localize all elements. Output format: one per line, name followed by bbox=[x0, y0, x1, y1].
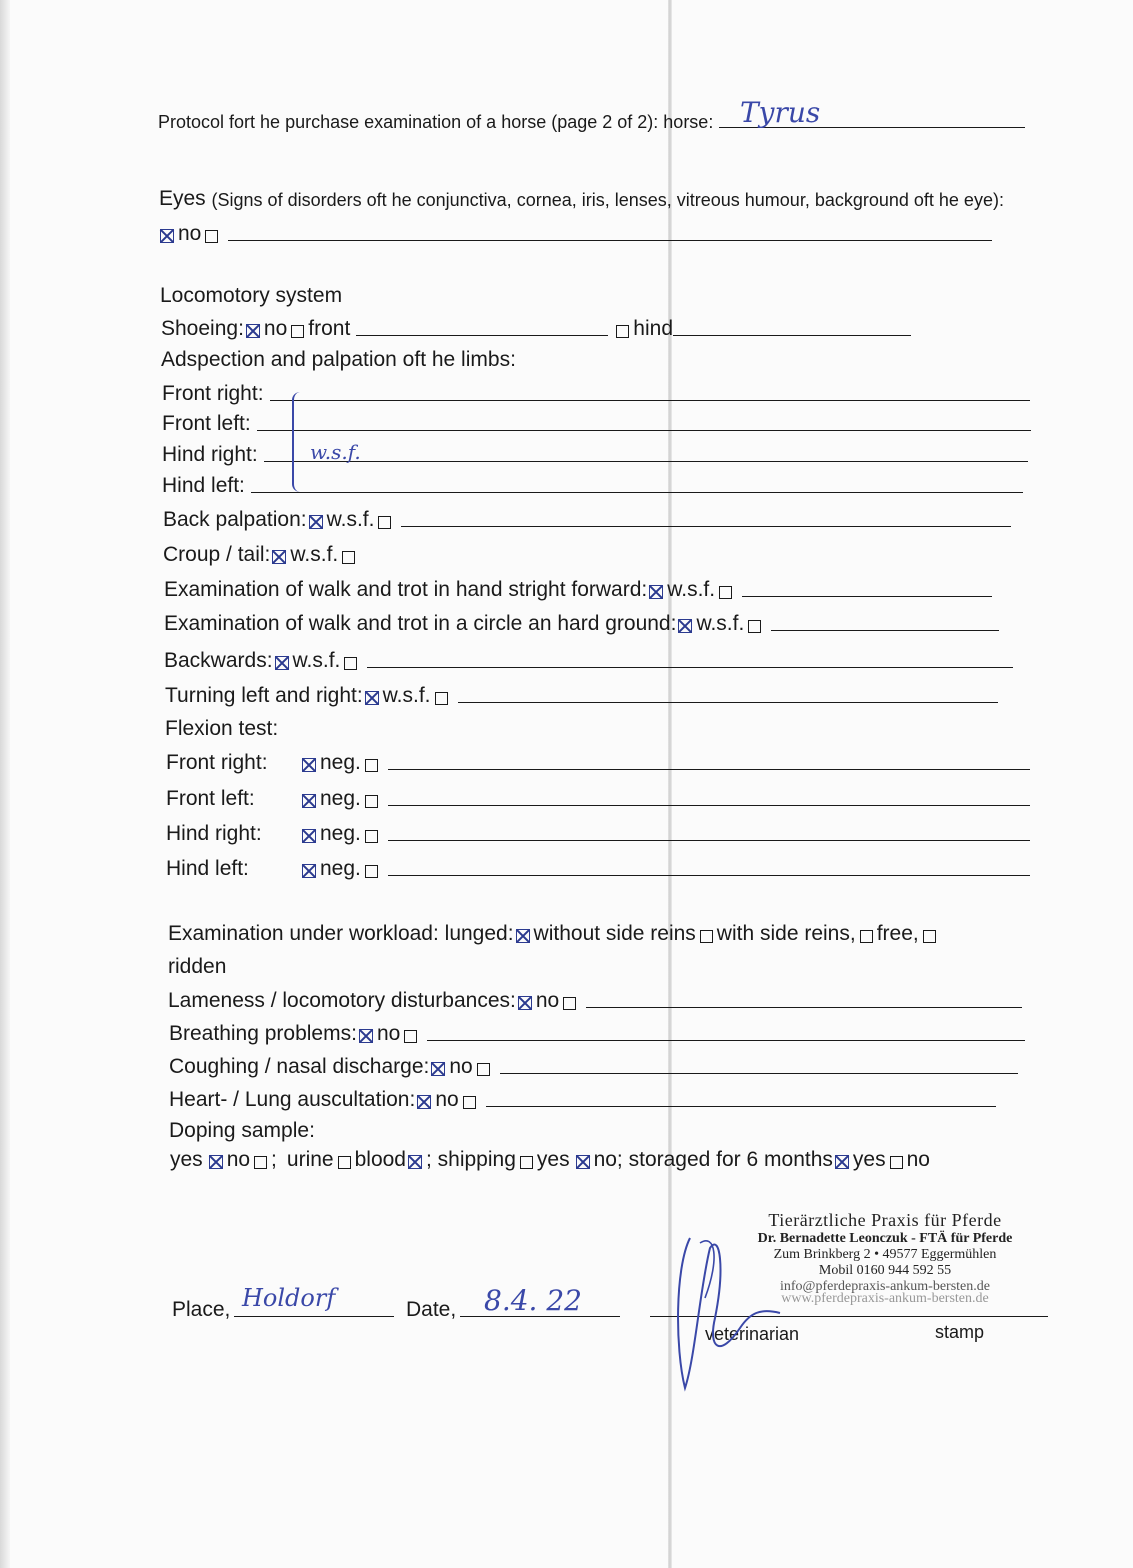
eyes-no-label: no bbox=[178, 222, 202, 245]
shoeing-hind-line bbox=[673, 334, 911, 336]
heart-no-checkbox[interactable] bbox=[463, 1096, 476, 1109]
backwards-label: Backwards: bbox=[164, 649, 273, 672]
stamp-label-row bbox=[935, 1322, 984, 1343]
turning-wsf-label: w.s.f. bbox=[382, 684, 431, 707]
shoeing-label: Shoeing: bbox=[161, 317, 244, 340]
back-checked-box[interactable] bbox=[309, 515, 323, 529]
breathing-row bbox=[169, 1022, 1025, 1046]
heart-label: Heart- / Lung auscultation: bbox=[169, 1088, 416, 1111]
coughing-no-label: no bbox=[449, 1055, 473, 1078]
limb-hind-left-label: Hind left: bbox=[162, 474, 245, 497]
flexion-row-front-left bbox=[166, 787, 1030, 811]
flexion-front-right-alt-checkbox[interactable] bbox=[365, 759, 378, 772]
doping-yes-checked-box[interactable] bbox=[209, 1155, 223, 1169]
flexion-title-row bbox=[165, 717, 278, 741]
flexion-hind-right-checked-box[interactable] bbox=[302, 829, 316, 843]
flexion-front-left-checked-box[interactable] bbox=[302, 794, 316, 808]
place-label: Place, bbox=[172, 1298, 231, 1321]
walk-straight-checked-box[interactable] bbox=[649, 585, 663, 599]
flexion-hind-left-alt-checkbox[interactable] bbox=[365, 865, 378, 878]
shoeing-hind-checkbox[interactable] bbox=[616, 325, 629, 338]
coughing-checked-box[interactable] bbox=[431, 1062, 445, 1076]
flexion-front-left-alt-checkbox[interactable] bbox=[365, 795, 378, 808]
croup-wsf-label: w.s.f. bbox=[290, 543, 339, 566]
walk-circle-line bbox=[771, 629, 999, 631]
workload-with-checkbox[interactable] bbox=[860, 930, 873, 943]
workload-free-label: free, bbox=[876, 922, 919, 945]
flexion-row-hind-left bbox=[166, 857, 1030, 881]
shoeing-no-checkbox[interactable] bbox=[291, 325, 304, 338]
croup-label: Croup / tail: bbox=[163, 543, 271, 566]
place-value: Holdorf bbox=[242, 1284, 336, 1312]
breathing-label: Breathing problems: bbox=[169, 1022, 357, 1045]
date-label: Date, bbox=[406, 1298, 457, 1321]
flexion-hind-left-checked-box[interactable] bbox=[302, 864, 316, 878]
adspection-row bbox=[161, 348, 516, 372]
doping-blood-checked-box[interactable] bbox=[408, 1155, 422, 1169]
workload-without-checkbox[interactable] bbox=[700, 930, 713, 943]
breathing-line bbox=[427, 1039, 1025, 1041]
backwards-wsf-label: w.s.f. bbox=[292, 649, 341, 672]
walk-circle-checked-box[interactable] bbox=[678, 619, 692, 633]
lameness-row bbox=[168, 989, 1022, 1013]
place-line bbox=[234, 1315, 394, 1317]
back-row bbox=[163, 508, 1011, 532]
locomotory-title-row bbox=[160, 284, 342, 308]
protocol-label: Protocol fort he purchase examination of a horse (page 2 of 2): horse: bbox=[158, 112, 714, 132]
doping-shipping-yes-checkbox[interactable] bbox=[520, 1156, 533, 1169]
workload-with-label: with side reins, bbox=[716, 922, 856, 945]
doping-yes-label: yes bbox=[170, 1148, 203, 1171]
turning-row bbox=[165, 684, 998, 708]
flexion-hind-right-label: Hind right: bbox=[166, 822, 262, 845]
flexion-front-left-label: Front left: bbox=[166, 787, 255, 810]
doping-blood-label: blood bbox=[354, 1148, 406, 1171]
eyes-checked-box[interactable] bbox=[160, 229, 174, 243]
lameness-no-label: no bbox=[535, 989, 560, 1012]
lameness-line bbox=[586, 1006, 1022, 1008]
croup-alt-checkbox[interactable] bbox=[342, 551, 355, 564]
flexion-row-front-right bbox=[166, 751, 1030, 775]
stamp-line-2: Dr. Bernadette Leonczuk - FTÄ für Pferde bbox=[757, 1231, 1013, 1246]
coughing-row bbox=[169, 1055, 1018, 1079]
lameness-no-checkbox[interactable] bbox=[563, 997, 576, 1010]
limb-hind-right-line bbox=[264, 460, 1028, 462]
lameness-label: Lameness / locomotory disturbances: bbox=[168, 989, 516, 1012]
stamp-line-1: Tierärztliche Praxis für Pferde bbox=[768, 1210, 1002, 1230]
doping-title: Doping sample: bbox=[169, 1119, 315, 1142]
doping-storage-yes-checked-box[interactable] bbox=[835, 1155, 849, 1169]
veterinarian-signature bbox=[670, 1228, 790, 1398]
workload-free-checkbox[interactable] bbox=[923, 930, 936, 943]
lameness-checked-box[interactable] bbox=[518, 996, 532, 1010]
veterinarian-label: veterinarian bbox=[705, 1324, 800, 1344]
doping-shipping-no-checked-box[interactable] bbox=[576, 1155, 590, 1169]
shoeing-front-line bbox=[356, 334, 608, 336]
doping-urine-label: urine bbox=[286, 1148, 334, 1171]
breathing-no-label: no bbox=[376, 1022, 401, 1045]
limb-hind-left-line bbox=[251, 491, 1023, 493]
eyes-row bbox=[159, 187, 1004, 211]
flexion-front-right-line bbox=[388, 768, 1030, 770]
stamp-label: stamp bbox=[935, 1322, 985, 1342]
walk-circle-label: Examination of walk and trot in a circle an hard ground: bbox=[164, 612, 677, 635]
turning-alt-checkbox[interactable] bbox=[435, 692, 448, 705]
backwards-line bbox=[367, 666, 1013, 668]
turning-label: Turning left and right: bbox=[165, 684, 363, 707]
doping-urine-checkbox[interactable] bbox=[338, 1156, 351, 1169]
horse-name: Tyrus bbox=[740, 96, 821, 129]
breathing-no-checkbox[interactable] bbox=[404, 1030, 417, 1043]
walk-circle-wsf-label: w.s.f. bbox=[696, 612, 745, 635]
eyes-note-line bbox=[228, 239, 992, 241]
back-wsf-label: w.s.f. bbox=[326, 508, 375, 531]
backwards-checked-box[interactable] bbox=[275, 656, 289, 670]
workload-ridden-label: ridden bbox=[168, 955, 227, 978]
backwards-row bbox=[164, 649, 1013, 673]
doping-storage-no-checkbox[interactable] bbox=[890, 1156, 903, 1169]
heart-no-label: no bbox=[435, 1088, 459, 1111]
walk-circle-row bbox=[164, 612, 999, 636]
flexion-front-left-line bbox=[388, 804, 1030, 806]
stamp-line-5: info@pferdepraxis-ankum-bersten.de bbox=[780, 1279, 990, 1294]
walk-straight-label: Examination of walk and trot in hand stright forward: bbox=[164, 578, 648, 601]
backwards-alt-checkbox[interactable] bbox=[344, 657, 357, 670]
doping-title-row bbox=[169, 1119, 315, 1143]
doping-shipping-label: ; shipping bbox=[425, 1148, 516, 1171]
stamp-line-3: Zum Brinkberg 2 • 49577 Eggermühlen bbox=[773, 1247, 997, 1262]
workload-ridden-row bbox=[168, 955, 226, 979]
limb-front-right-label: Front right: bbox=[162, 382, 264, 405]
limb-front-left-line bbox=[257, 429, 1031, 431]
walk-straight-wsf-label: w.s.f. bbox=[667, 578, 716, 601]
shoeing-front-label: front bbox=[308, 317, 351, 340]
flexion-hind-right-line bbox=[388, 839, 1030, 841]
flexion-front-right-neg: neg. bbox=[320, 751, 361, 774]
stamp-line-6: www.pferdepraxis-ankum-bersten.de bbox=[781, 1291, 989, 1306]
doping-shipping-yes-label: yes bbox=[536, 1148, 570, 1171]
eyes-no-checkbox[interactable] bbox=[205, 230, 218, 243]
eyes-answer-row bbox=[158, 222, 992, 246]
limb-hind-right-label: Hind right: bbox=[162, 443, 258, 466]
walk-straight-alt-checkbox[interactable] bbox=[719, 586, 732, 599]
back-alt-checkbox[interactable] bbox=[378, 516, 391, 529]
breathing-checked-box[interactable] bbox=[359, 1029, 373, 1043]
limb-front-left-label: Front left: bbox=[162, 412, 251, 435]
page-edge-shadow bbox=[0, 0, 10, 1568]
back-note-line bbox=[401, 525, 1011, 527]
flexion-front-left-neg: neg. bbox=[320, 787, 361, 810]
adspection-label: Adspection and palpation oft he limbs: bbox=[161, 348, 516, 371]
eyes-title: Eyes bbox=[159, 187, 206, 210]
flexion-row-hind-right bbox=[166, 822, 1030, 846]
heart-line bbox=[486, 1105, 996, 1107]
flexion-hind-right-alt-checkbox[interactable] bbox=[365, 830, 378, 843]
shoeing-hind-label: hind bbox=[633, 317, 673, 340]
turning-checked-box[interactable] bbox=[365, 691, 379, 705]
stamp-line-4: Mobil 0160 944 592 55 bbox=[818, 1263, 952, 1278]
date-value: 8.4. 22 bbox=[484, 1284, 582, 1317]
header-row bbox=[158, 112, 1025, 133]
turning-line bbox=[458, 701, 998, 703]
coughing-no-checkbox[interactable] bbox=[477, 1063, 490, 1076]
walk-straight-row bbox=[164, 578, 992, 602]
shoeing-checked-box[interactable] bbox=[246, 324, 260, 338]
doping-storage-label: no; storaged for 6 months bbox=[593, 1148, 833, 1171]
doping-no-label: no bbox=[226, 1148, 251, 1171]
heart-row bbox=[169, 1088, 996, 1112]
coughing-label: Coughing / nasal discharge: bbox=[169, 1055, 430, 1078]
doping-storage-no-label: no bbox=[906, 1148, 930, 1171]
heart-checked-box[interactable] bbox=[417, 1095, 431, 1109]
flexion-title: Flexion test: bbox=[165, 717, 279, 740]
limb-front-right-line bbox=[270, 399, 1030, 401]
locomotory-title: Locomotory system bbox=[160, 284, 343, 307]
flexion-front-right-label: Front right: bbox=[166, 751, 268, 774]
flexion-hind-left-line bbox=[388, 874, 1030, 876]
doping-storage-yes-label: yes bbox=[852, 1148, 886, 1171]
back-label: Back palpation: bbox=[163, 508, 307, 531]
workload-without-label: without side reins bbox=[533, 922, 696, 945]
workload-row bbox=[168, 922, 940, 946]
doping-row bbox=[170, 1148, 930, 1172]
doping-no-checkbox[interactable] bbox=[254, 1156, 267, 1169]
limbs-bracket-mark bbox=[292, 392, 308, 492]
limbs-note: w.s.f. bbox=[310, 440, 361, 464]
shoeing-row bbox=[161, 317, 911, 341]
shoeing-no-label: no bbox=[263, 317, 288, 340]
croup-checked-box[interactable] bbox=[272, 550, 286, 564]
croup-row bbox=[163, 543, 359, 567]
walk-circle-alt-checkbox[interactable] bbox=[748, 620, 761, 633]
eyes-subtitle: (Signs of disorders oft he conjunctiva, cornea, iris, lenses, vitreous humour, background oft he eye): bbox=[211, 190, 1004, 210]
workload-lunged-checked-box[interactable] bbox=[516, 929, 530, 943]
flexion-front-right-checked-box[interactable] bbox=[302, 758, 316, 772]
flexion-hind-right-neg: neg. bbox=[320, 822, 361, 845]
walk-straight-line bbox=[742, 595, 992, 597]
coughing-line bbox=[500, 1072, 1018, 1074]
flexion-hind-left-neg: neg. bbox=[320, 857, 361, 880]
flexion-hind-left-label: Hind left: bbox=[166, 857, 249, 880]
doping-semicolon: ; bbox=[271, 1148, 277, 1171]
workload-label: Examination under workload: lunged: bbox=[168, 922, 514, 945]
